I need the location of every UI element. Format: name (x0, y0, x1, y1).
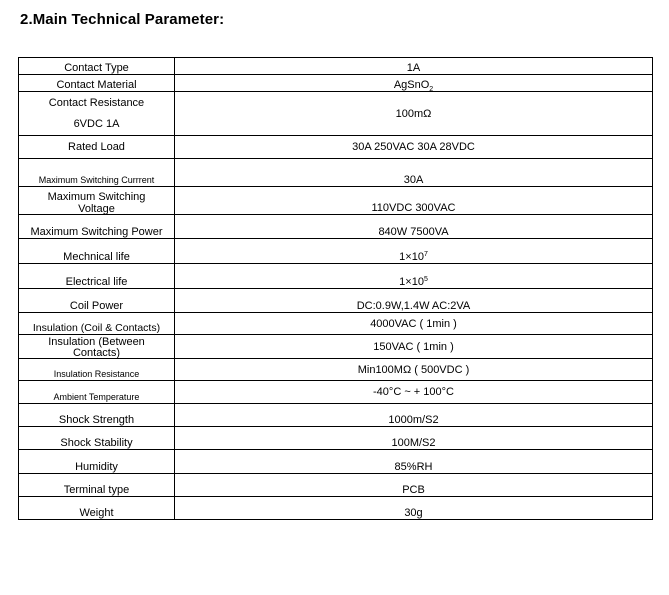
param-name-line1: Maximum Switching (47, 191, 146, 203)
table-row (19, 187, 653, 215)
param-name: Ambient Temperature (19, 381, 175, 404)
param-value (175, 75, 653, 92)
table-row (19, 497, 653, 520)
param-value: 840W 7500VA (175, 215, 653, 239)
param-value: 1000m/S2 (175, 404, 653, 427)
table-row (19, 75, 653, 92)
param-name (19, 187, 175, 215)
param-name-line2: Voltage (78, 203, 115, 215)
value-base: 1×10 (399, 251, 424, 263)
param-name-line1: Contact Resistance (48, 97, 145, 109)
param-name: Maximum Switching Power (19, 215, 175, 239)
table-row (19, 474, 653, 497)
value-superscript: 5 (423, 276, 428, 283)
table-row (19, 450, 653, 474)
value-subscript: 2 (429, 86, 434, 92)
param-name-line2: 6VDC 1A (73, 118, 120, 130)
value-base: 1×10 (399, 276, 424, 288)
param-value: 100mΩ (175, 92, 653, 136)
param-value: 150VAC ( 1min ) (175, 335, 653, 359)
param-name: Humidity (19, 450, 175, 474)
table-row (19, 313, 653, 335)
value-superscript: 7 (423, 251, 428, 258)
param-name: Mechnical life (19, 239, 175, 264)
param-value: Min100MΩ ( 500VDC ) (175, 359, 653, 381)
param-name (19, 92, 175, 136)
table-row (19, 289, 653, 313)
table-row (19, 92, 653, 136)
param-value: 100M/S2 (175, 427, 653, 450)
param-value: PCB (175, 474, 653, 497)
param-name: Shock Stability (19, 427, 175, 450)
table-row (19, 239, 653, 264)
param-name: Rated Load (19, 136, 175, 159)
param-name: Terminal type (19, 474, 175, 497)
value-base: AgSnO (393, 79, 430, 91)
table-row (19, 264, 653, 289)
table-row (19, 404, 653, 427)
param-value (175, 239, 653, 264)
param-value: 85%RH (175, 450, 653, 474)
param-value: 110VDC 300VAC (175, 187, 653, 215)
param-name: Electrical life (19, 264, 175, 289)
param-name: Coil Power (19, 289, 175, 313)
param-value: -40°C ~ + 100°C (175, 381, 653, 404)
param-value: 30A 250VAC 30A 28VDC (175, 136, 653, 159)
section-title: 2.Main Technical Parameter: (20, 11, 225, 28)
param-value: 1A (175, 58, 653, 75)
param-name: Insulation (Coil & Contacts) (19, 313, 175, 335)
param-value: 30A (175, 159, 653, 187)
param-name (19, 335, 175, 359)
table-row (19, 136, 653, 159)
param-value: 4000VAC ( 1min ) (175, 313, 653, 335)
table-row (19, 359, 653, 381)
table-row (19, 159, 653, 187)
table-row (19, 335, 653, 359)
param-name-line1: Insulation (Between (48, 336, 145, 348)
param-name: Shock Strength (19, 404, 175, 427)
param-name: Weight (19, 497, 175, 520)
param-value: DC:0.9W,1.4W AC:2VA (175, 289, 653, 313)
param-name: Maximum Switching Currrent (19, 159, 175, 187)
param-name-line2: Contacts) (72, 347, 121, 359)
table-row (19, 58, 653, 75)
param-value (175, 264, 653, 289)
param-name: Contact Material (19, 75, 175, 92)
param-name: Insulation Resistance (19, 359, 175, 381)
table-row (19, 381, 653, 404)
param-value: 30g (175, 497, 653, 520)
table-row (19, 215, 653, 239)
table-row (19, 427, 653, 450)
param-name: Contact Type (19, 58, 175, 75)
technical-parameter-table (18, 57, 653, 520)
